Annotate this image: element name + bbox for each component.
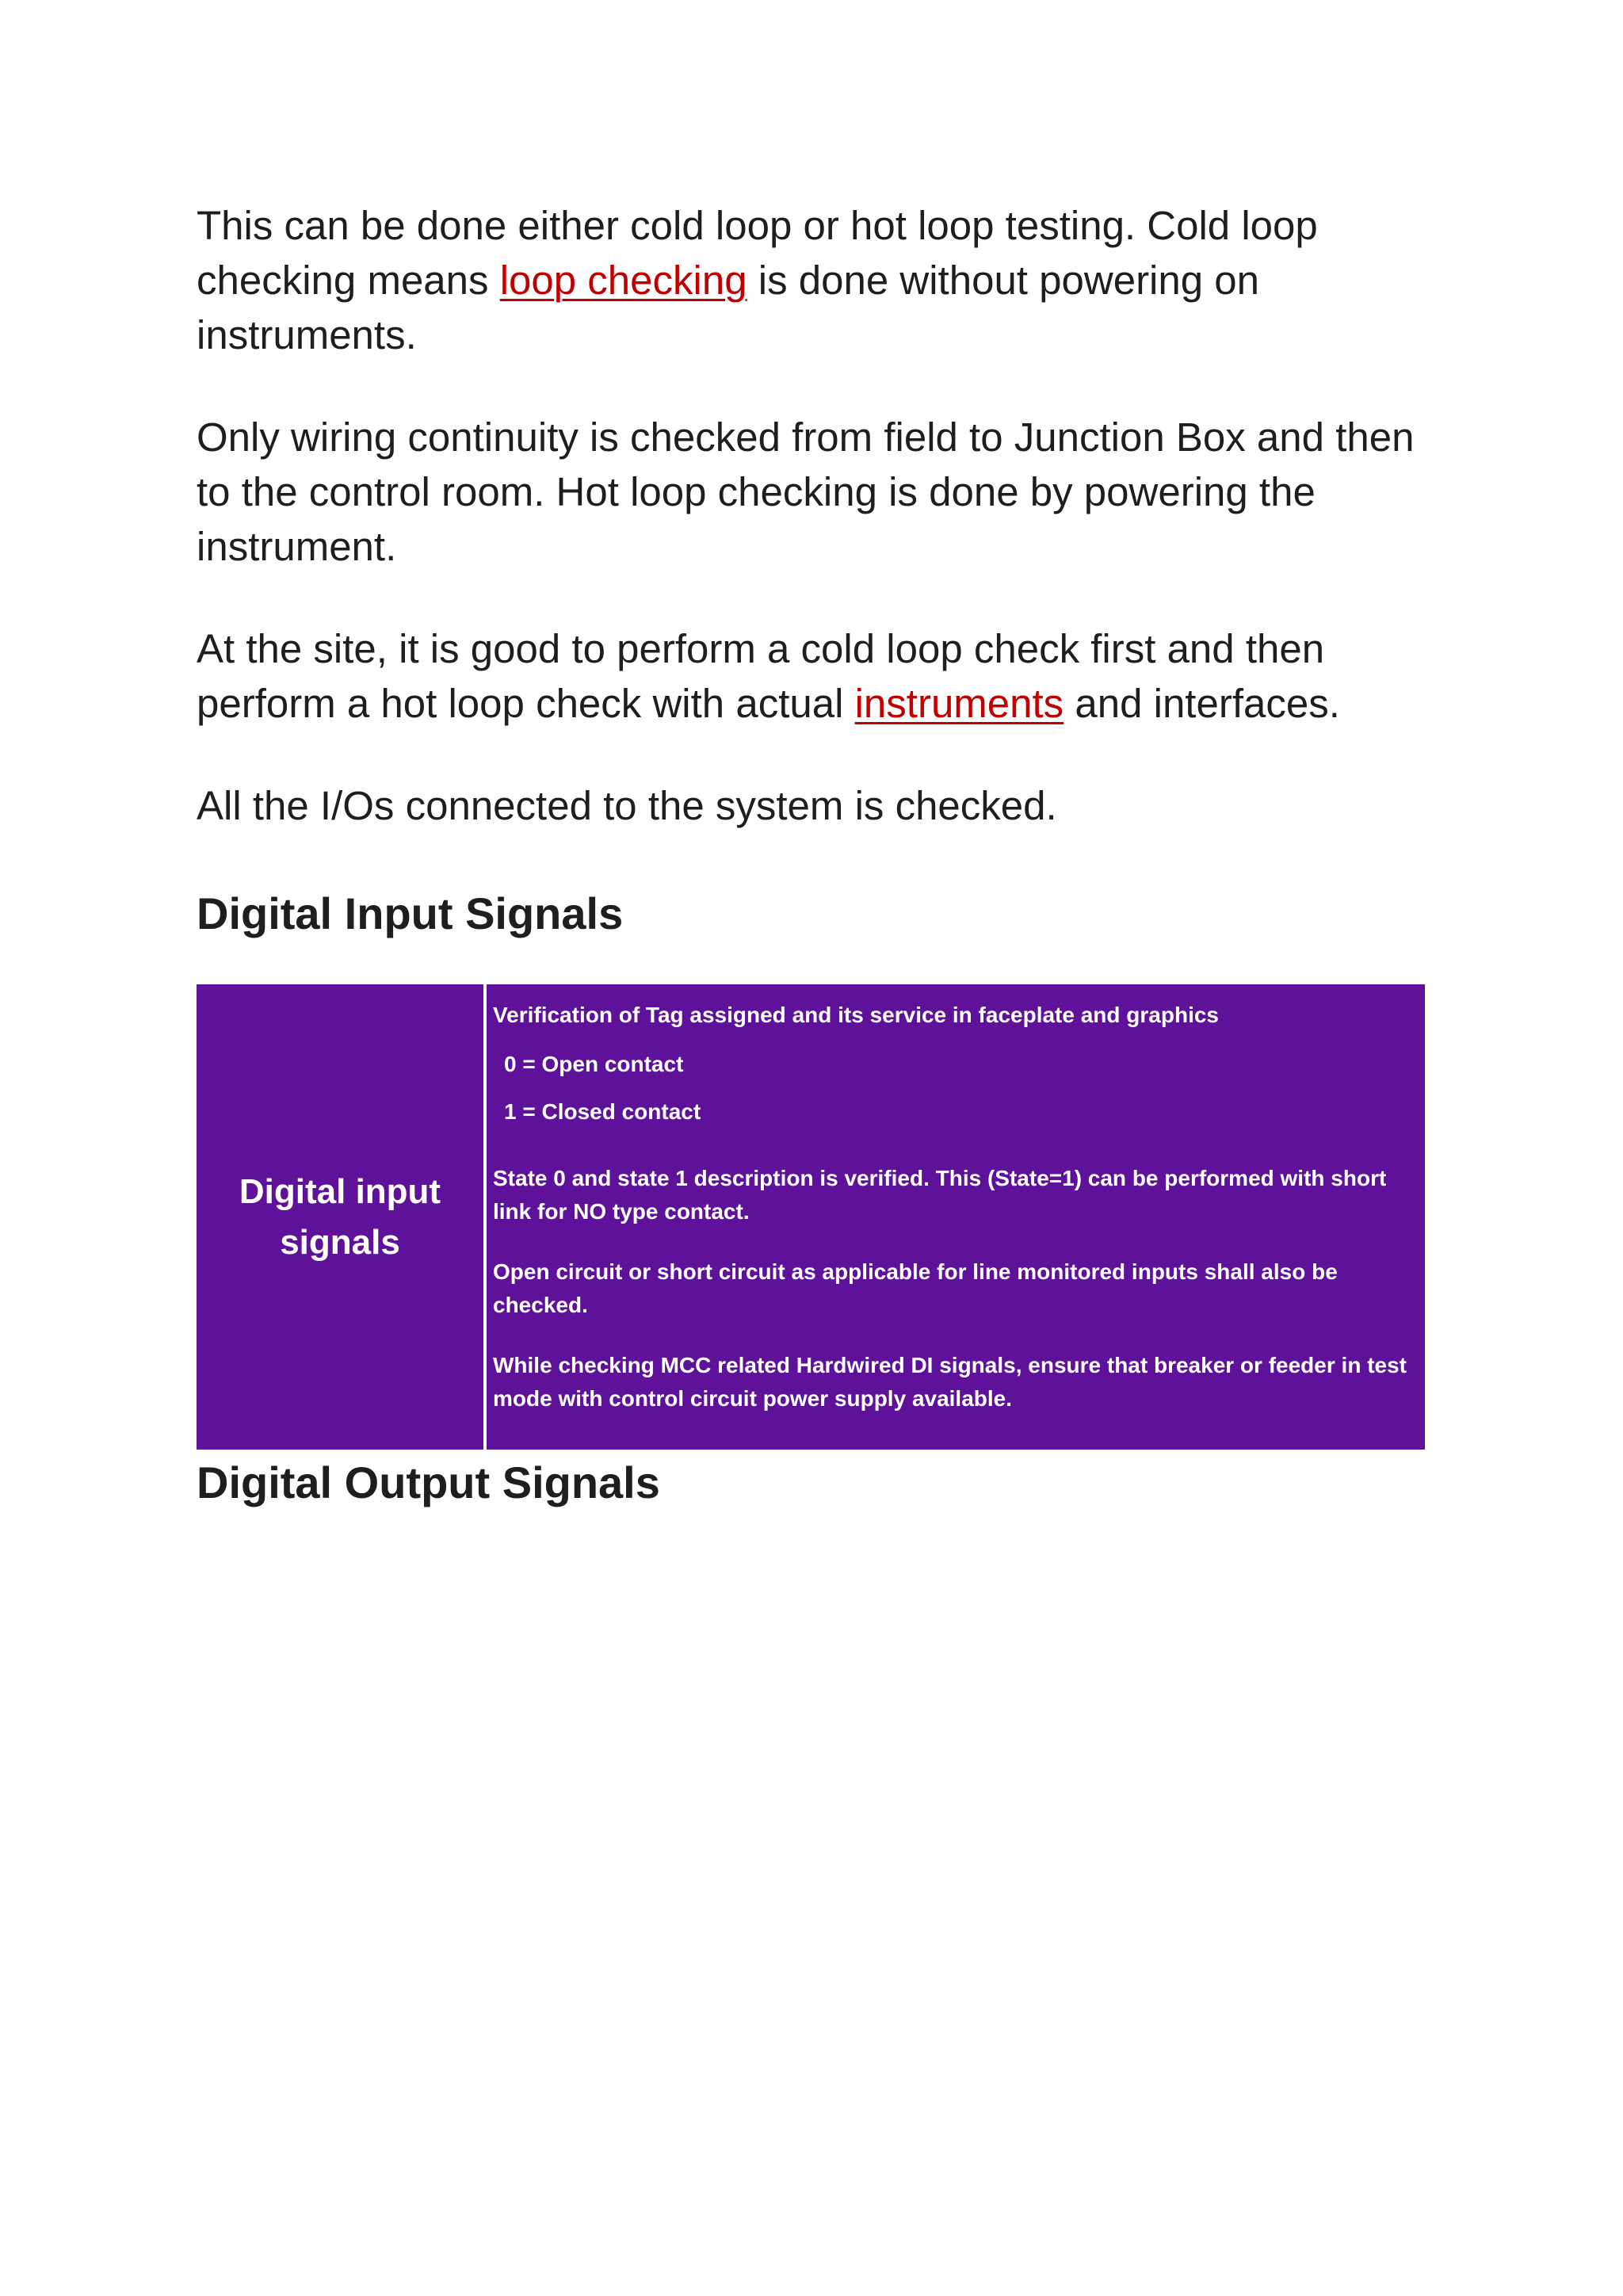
paragraph-site-check	[197, 621, 1433, 731]
table-left-cell	[197, 984, 487, 1450]
table-right-cell	[487, 984, 1425, 1450]
paragraph-text: is done without powering on instruments.	[197, 258, 1260, 357]
paragraph-wiring-continuity: Only wiring continuity is checked from field to Junction Box and then to the control room. Hot loop checking is done by powering the instrument.	[197, 415, 1415, 569]
table-state-description: State 0 and state 1 description is verified. This (State=1) can be performed with short link for NO type contact.	[493, 1166, 1387, 1224]
paragraph-text: and interfaces.	[1064, 681, 1340, 726]
digital-input-table	[197, 984, 1425, 1450]
instruments-link[interactable]: instruments	[854, 681, 1064, 726]
table-open-short-text: Open circuit or short circuit as applicable for line monitored inputs shall also be checked.	[493, 1259, 1338, 1317]
table-left-label: Digital input signals	[239, 1171, 441, 1262]
paragraph-cold-loop	[197, 198, 1433, 362]
table-state-1: 1 = Closed contact	[504, 1099, 701, 1124]
table-verification-text: Verification of Tag assigned and its service in faceplate and graphics	[493, 1003, 1219, 1027]
heading-digital-output: Digital Output Signals	[197, 1457, 660, 1507]
loop-checking-link[interactable]: loop checking	[499, 258, 747, 303]
table-state-0: 0 = Open contact	[504, 1052, 684, 1076]
article-body	[197, 198, 1433, 833]
table-mcc-text: While checking MCC related Hardwired DI signals, ensure that breaker or feeder in test mode with control circuit power supply available.	[493, 1353, 1407, 1411]
paragraph-text: This can be done either cold loop or hot loop testing. Cold loop checking means	[197, 203, 1318, 303]
heading-digital-input: Digital Input Signals	[197, 888, 624, 938]
paragraph-text: At the site, it is good to perform a cold loop check first and then perform a hot loop check with actual	[197, 626, 1325, 726]
paragraph-io-checked: All the I/Os connected to the system is checked.	[197, 783, 1057, 828]
